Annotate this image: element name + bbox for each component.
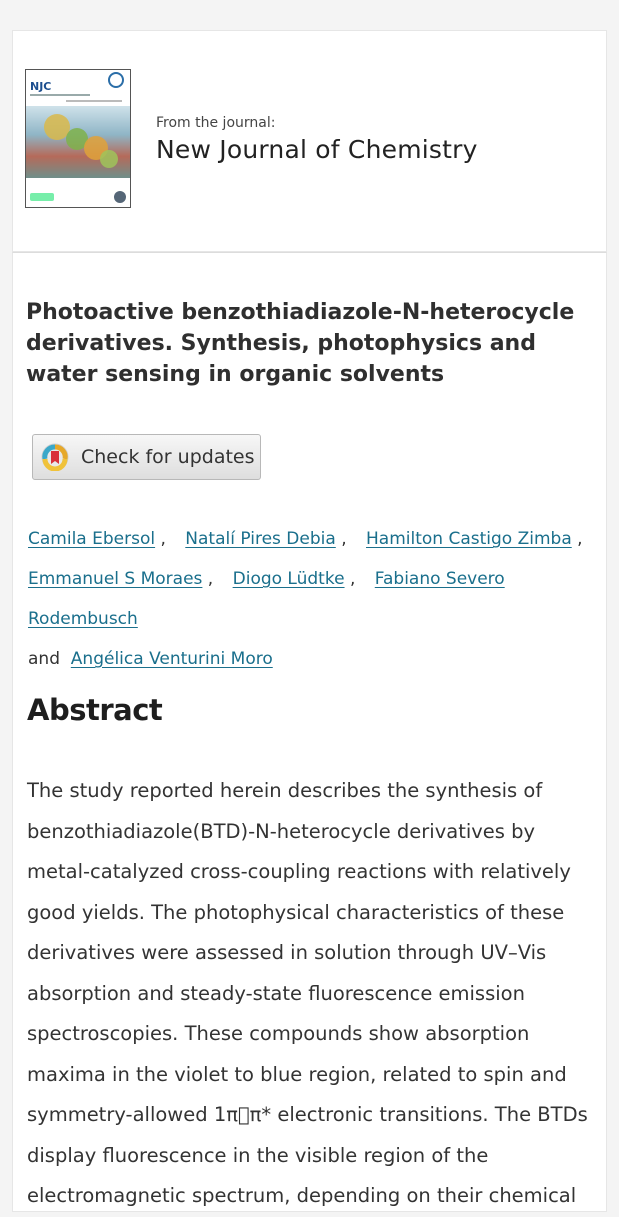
publisher-logo-icon <box>30 193 54 201</box>
article-card <box>12 252 607 1212</box>
author-link[interactable]: Fabiano Severo Rodembusch <box>28 569 505 629</box>
cover-artwork <box>26 106 130 178</box>
journal-card <box>12 30 607 252</box>
from-journal-label: From the journal: <box>156 115 276 131</box>
society-logo-icon <box>114 191 126 203</box>
author-link[interactable]: Angélica Venturini Moro <box>70 649 273 669</box>
abstract-heading: Abstract <box>27 693 163 727</box>
cover-label: NJC <box>30 80 52 93</box>
molecule-shape <box>100 150 118 168</box>
author-link[interactable]: Emmanuel S Moraes <box>28 569 203 589</box>
author-link[interactable]: Natalí Pires Debia <box>185 529 336 549</box>
crossmark-icon <box>41 443 69 471</box>
abstract-text: The study reported herein describes the synthesis of benzothiadiazole(BTD)-N-heterocycle derivatives by metal-catalyzed cross-coupling reactions with relatively good yields. The photophysical characteristics of these derivatives were assessed in solution through UV–Vis absorption and steady-state fluorescence emission spectroscopies. These compounds show absorption maxima in the violet to blue region, related to spin and symmetry-allowed 1π π* electronic transitions. The BTDs display fluorescence in the visible region of the electromagnetic spectrum, depending on their chemical <box>27 779 588 1207</box>
cover-emblem-icon <box>108 72 124 88</box>
journal-name[interactable]: New Journal of Chemistry <box>156 135 478 164</box>
journal-cover-image[interactable] <box>25 69 131 208</box>
and-label: and <box>28 649 60 669</box>
author-link[interactable]: Diogo Lüdtke <box>232 569 345 589</box>
check-for-updates-label: Check for updates <box>81 446 255 468</box>
author-link[interactable]: Camila Ebersol <box>28 529 156 549</box>
author-list: Camila Ebersol , Natalí Pires Debia , Hamilton Castigo Zimba , Emmanuel S Moraes , Diogo Lüdtke , Fabiano Severo Rodembusch and Angélica Venturini Moro <box>28 529 583 669</box>
author-link[interactable]: Hamilton Castigo Zimba <box>366 529 572 549</box>
cover-line <box>30 94 90 96</box>
article-title: Photoactive benzothiadiazole-N-heterocycle derivatives. Synthesis, photophysics and water sensing in organic solvents <box>26 300 575 387</box>
cover-line <box>66 100 122 102</box>
check-for-updates-button[interactable] <box>32 434 261 480</box>
